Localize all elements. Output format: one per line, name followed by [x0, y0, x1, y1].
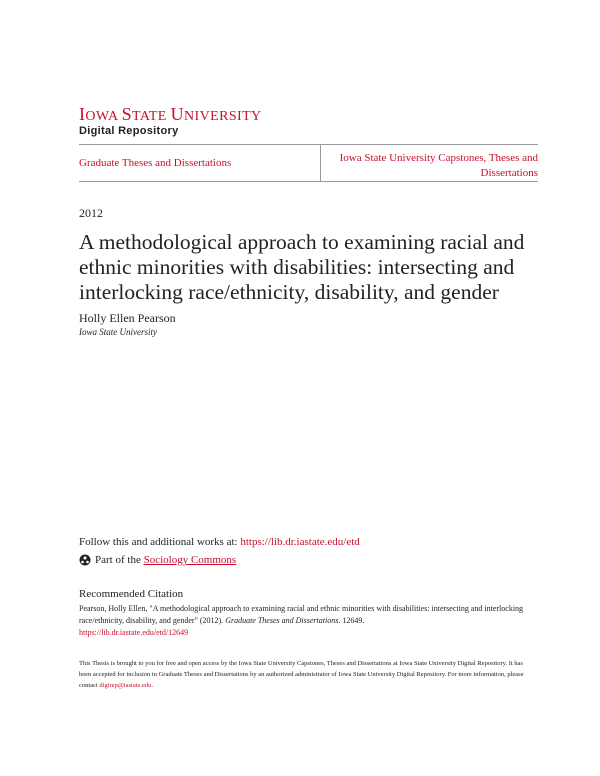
part-of-line	[79, 554, 236, 566]
logo-text-part: NIVERSITY	[184, 109, 262, 124]
collection-divider	[79, 181, 538, 182]
university-logo-wordmark	[79, 104, 262, 125]
author-affiliation: Iowa State University	[79, 327, 157, 337]
logo-text-part: S	[121, 104, 133, 124]
follow-line	[79, 536, 360, 548]
access-statement	[79, 658, 534, 691]
document-title: A methodological approach to examining racial and ethnic minorities with disabilities: intersecting and interlocking race/ethnicity, disability, and gender	[79, 230, 525, 304]
collection-link-capstones[interactable]: Iowa State University Capstones, Theses and Dissertations	[339, 152, 538, 179]
citation-url-link[interactable]: https://lib.dr.iastate.edu/etd/12649	[79, 628, 189, 637]
logo-text-part: TATE	[132, 109, 171, 124]
repository-subtitle: Digital Repository	[79, 125, 179, 137]
part-of-label: Part of the	[95, 554, 144, 566]
access-statement-end: .	[151, 682, 154, 689]
author-name: Holly Ellen Pearson	[79, 311, 176, 325]
logo-text-part: U	[170, 104, 185, 124]
citation-number: . 12649.	[338, 616, 365, 625]
citation-text: Pearson, Holly Ellen, "A methodological approach to examining racial and ethnic minorities with disabilities: intersecting and interlocking race/ethnicity, disability, and gender" (2012).	[79, 604, 524, 625]
recommended-citation-heading: Recommended Citation	[79, 588, 184, 600]
access-statement-text: This Thesis is brought to you for free and open access by the Iowa State University Capstones, Theses and Dissertations at Iowa State University Digital Repository. It has been accepted for inclusion in Graduate Theses and Dissertations by an authorized administrator of Iowa State University Digital Repository. For more information, please contact	[79, 660, 524, 689]
publication-year: 2012	[79, 206, 103, 220]
top-divider	[79, 144, 538, 145]
commons-network-icon	[79, 554, 91, 566]
follow-label: Follow this and additional works at:	[79, 536, 241, 548]
citation-series: Graduate Theses and Dissertations	[225, 616, 339, 625]
collection-link-graduate-theses[interactable]: Graduate Theses and Dissertations	[79, 157, 232, 169]
etd-link[interactable]: https://lib.dr.iastate.edu/etd	[240, 536, 360, 548]
sociology-commons-link[interactable]: Sociology Commons	[143, 554, 237, 566]
recommended-citation	[79, 603, 529, 639]
logo-text-part: OWA	[85, 109, 122, 124]
contact-email-link[interactable]: digirep@iastate.edu	[99, 682, 152, 689]
logo-text-part: I	[79, 104, 86, 124]
collection-separator	[320, 144, 321, 181]
